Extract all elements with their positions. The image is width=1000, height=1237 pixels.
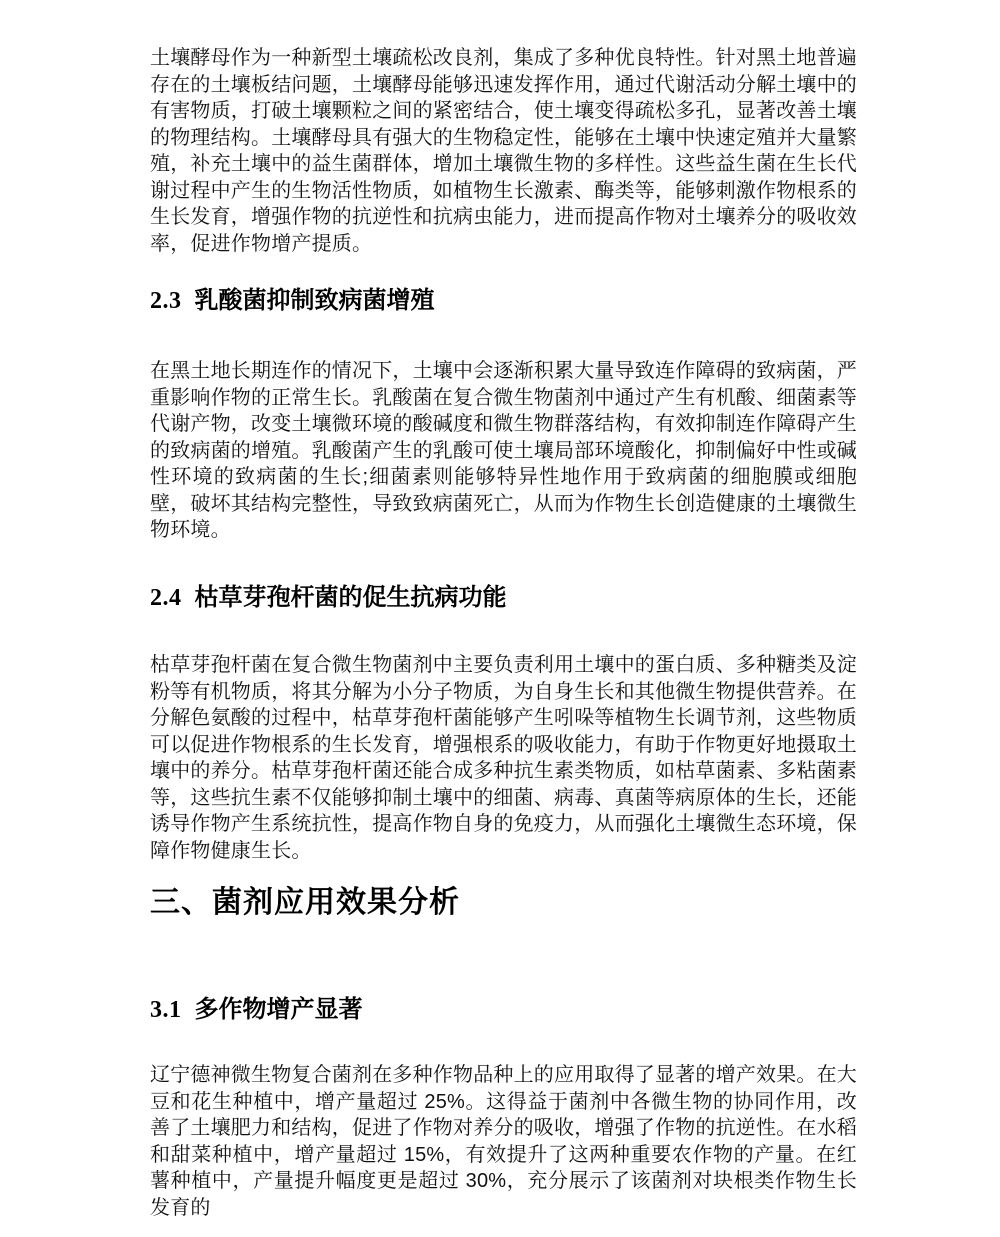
chapter-3-heading: 三、菌剂应用效果分析 — [150, 886, 460, 919]
section-3-1-body: 辽宁德神微生物复合菌剂在多种作物品种上的应用取得了显著的增产效果。在大豆和花生种植中，增产量超过 25%。这得益于菌剂中各微生物的协同作用，改善了土壤肥力和结构，促进了作物对养分的吸收，增强了作物的抗逆性。在水稻和甜菜种植中，增产量超过 15%，有效提升了这两种重要农作物的产量。在红薯种植中，产量提升幅度更是超过 30%，充分展示了该菌剂对块根类作物生长发育的 — [150, 1064, 857, 1219]
section-2-3-heading — [150, 286, 857, 316]
section-2-4-body: 枯草芽孢杆菌在复合微生物菌剂中主要负责利用土壤中的蛋白质、多种糖类及淀粉等有机物质，将其分解为小分子物质，为自身生长和其他微生物提供营养。在分解色氨酸的过程中，枯草芽孢杆菌能够产生吲哚等植物生长调节剂，这些物质可以促进作物根系的生长发育，增强根系的吸收能力，有助于作物更好地摄取土壤中的养分。枯草芽孢杆菌还能合成多种抗生素类物质，如枯草菌素、多粘菌素等，这些抗生素不仅能够抑制土壤中的细菌、病毒、真菌等病原体的生长，还能诱导作物产生系统抗性，提高作物自身的免疫力，从而强化土壤微生态环境，保障作物健康生长。 — [150, 654, 857, 862]
section-3-1-heading — [150, 995, 857, 1025]
section-2-3-number: 2.3 — [150, 288, 182, 314]
section-2-4-title: 枯草芽孢杆菌的促生抗病功能 — [194, 584, 507, 611]
intro-paragraph: 土壤酵母作为一种新型土壤疏松改良剂，集成了多种优良特性。针对黑土地普遍存在的土壤板结问题，土壤酵母能够迅速发挥作用，通过代谢活动分解土壤中的有害物质，打破土壤颗粒之间的紧密结合，使土壤变得疏松多孔，显著改善土壤的物理结构。土壤酵母具有强大的生物稳定性，能够在土壤中快速定殖并大量繁殖，补充土壤中的益生菌群体，增加土壤微生物的多样性。这些益生菌在生长代谢过程中产生的生物活性物质，如植物生长激素、酶类等，能够刺激作物根系的生长发育，增强作物的抗逆性和抗病虫能力，进而提高作物对土壤养分的吸收效率，促进作物增产提质。 — [150, 47, 857, 255]
section-2-4-heading — [150, 583, 857, 613]
section-3-1-title: 多作物增产显著 — [194, 996, 363, 1023]
section-3-1-number: 3.1 — [150, 997, 182, 1023]
section-2-3-title: 乳酸菌抑制致病菌增殖 — [194, 287, 435, 314]
section-2-3-body: 在黑土地长期连作的情况下，土壤中会逐渐积累大量导致连作障碍的致病菌，严重影响作物的正常生长。乳酸菌在复合微生物菌剂中通过产生有机酸、细菌素等代谢产物，改变土壤微环境的酸碱度和微生物群落结构，有效抑制连作障碍产生的致病菌的增殖。乳酸菌产生的乳酸可使土壤局部环境酸化，抑制偏好中性或碱性环境的致病菌的生长;细菌素则能够特异性地作用于致病菌的细胞膜或细胞壁，破坏其结构完整性，导致致病菌死亡，从而为作物生长创造健康的土壤微生物环境。 — [150, 360, 857, 541]
section-2-4-number: 2.4 — [150, 585, 182, 611]
